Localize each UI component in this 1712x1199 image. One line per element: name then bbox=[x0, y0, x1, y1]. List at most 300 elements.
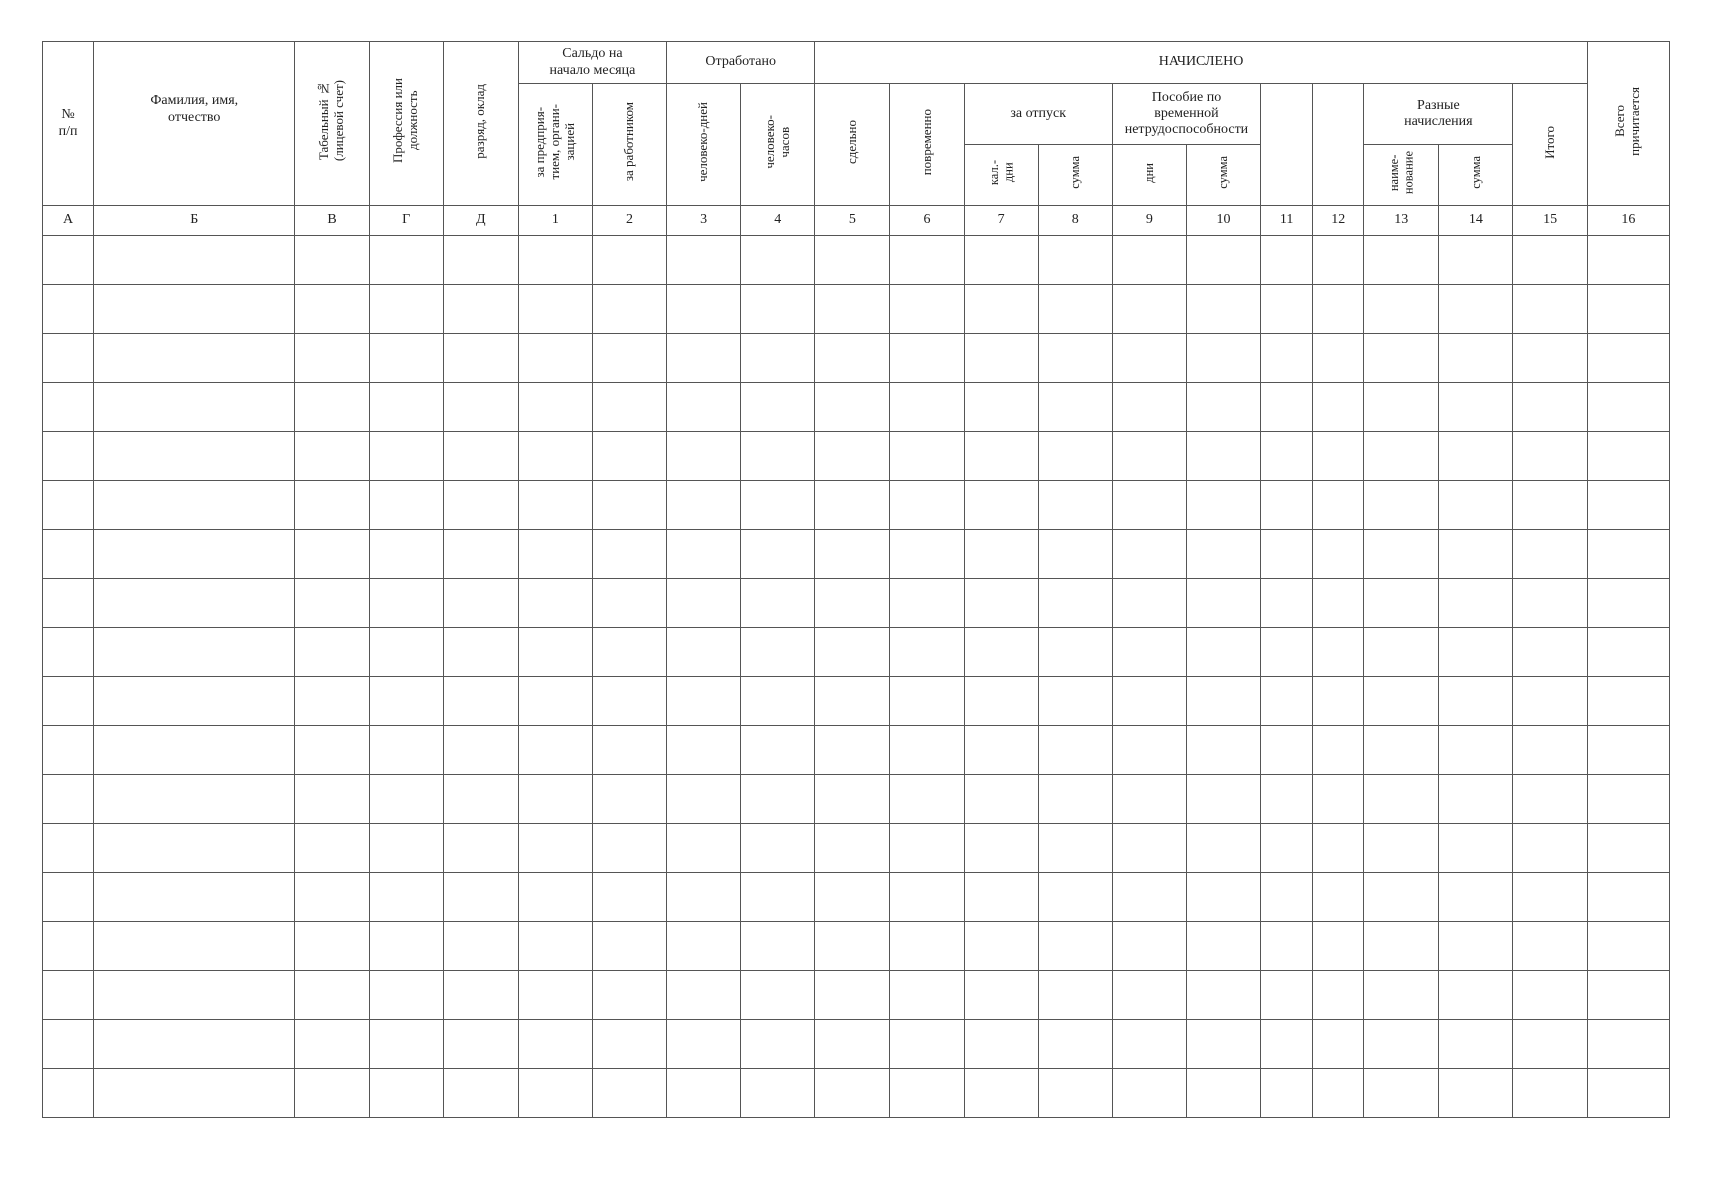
table-cell[interactable] bbox=[94, 432, 295, 481]
table-cell[interactable] bbox=[43, 775, 94, 824]
table-cell[interactable] bbox=[1261, 873, 1313, 922]
table-cell[interactable] bbox=[369, 1069, 443, 1118]
table-cell[interactable] bbox=[964, 383, 1038, 432]
table-cell[interactable] bbox=[1112, 383, 1186, 432]
table-cell[interactable] bbox=[964, 285, 1038, 334]
table-cell[interactable] bbox=[1364, 579, 1439, 628]
table-cell[interactable] bbox=[443, 530, 518, 579]
table-cell[interactable] bbox=[741, 383, 815, 432]
table-cell[interactable] bbox=[1261, 971, 1313, 1020]
table-cell[interactable] bbox=[1513, 432, 1587, 481]
table-cell[interactable] bbox=[890, 334, 964, 383]
table-cell[interactable] bbox=[1112, 971, 1186, 1020]
table-cell[interactable] bbox=[1261, 628, 1313, 677]
table-cell[interactable] bbox=[815, 285, 890, 334]
table-cell[interactable] bbox=[1313, 481, 1364, 530]
table-cell[interactable] bbox=[369, 726, 443, 775]
table-cell[interactable] bbox=[667, 971, 741, 1020]
table-cell[interactable] bbox=[94, 1020, 295, 1069]
table-cell[interactable] bbox=[815, 922, 890, 971]
table-cell[interactable] bbox=[964, 1069, 1038, 1118]
table-cell[interactable] bbox=[94, 530, 295, 579]
table-cell[interactable] bbox=[1112, 481, 1186, 530]
table-cell[interactable] bbox=[369, 236, 443, 285]
table-cell[interactable] bbox=[295, 628, 369, 677]
table-cell[interactable] bbox=[369, 971, 443, 1020]
table-cell[interactable] bbox=[1513, 1020, 1587, 1069]
table-cell[interactable] bbox=[295, 922, 369, 971]
table-cell[interactable] bbox=[1038, 1020, 1112, 1069]
table-cell[interactable] bbox=[1038, 922, 1112, 971]
table-cell[interactable] bbox=[1313, 1020, 1364, 1069]
table-cell[interactable] bbox=[890, 726, 964, 775]
table-cell[interactable] bbox=[1364, 1069, 1439, 1118]
table-cell[interactable] bbox=[443, 334, 518, 383]
table-cell[interactable] bbox=[1587, 432, 1669, 481]
table-cell[interactable] bbox=[741, 726, 815, 775]
table-cell[interactable] bbox=[518, 873, 592, 922]
table-cell[interactable] bbox=[964, 922, 1038, 971]
table-cell[interactable] bbox=[1513, 677, 1587, 726]
table-cell[interactable] bbox=[741, 922, 815, 971]
table-cell[interactable] bbox=[667, 726, 741, 775]
table-cell[interactable] bbox=[1038, 481, 1112, 530]
table-cell[interactable] bbox=[741, 285, 815, 334]
table-cell[interactable] bbox=[443, 1069, 518, 1118]
table-cell[interactable] bbox=[43, 1020, 94, 1069]
table-cell[interactable] bbox=[1513, 971, 1587, 1020]
table-cell[interactable] bbox=[1364, 726, 1439, 775]
table-cell[interactable] bbox=[1364, 1020, 1439, 1069]
table-cell[interactable] bbox=[890, 873, 964, 922]
table-cell[interactable] bbox=[369, 677, 443, 726]
table-cell[interactable] bbox=[667, 775, 741, 824]
table-cell[interactable] bbox=[1439, 922, 1513, 971]
table-cell[interactable] bbox=[295, 824, 369, 873]
table-cell[interactable] bbox=[815, 1069, 890, 1118]
table-cell[interactable] bbox=[94, 285, 295, 334]
table-cell[interactable] bbox=[1112, 873, 1186, 922]
table-cell[interactable] bbox=[1439, 383, 1513, 432]
table-cell[interactable] bbox=[1112, 775, 1186, 824]
table-cell[interactable] bbox=[1112, 824, 1186, 873]
table-cell[interactable] bbox=[369, 628, 443, 677]
table-cell[interactable] bbox=[518, 824, 592, 873]
table-cell[interactable] bbox=[94, 628, 295, 677]
table-cell[interactable] bbox=[1587, 285, 1669, 334]
table-cell[interactable] bbox=[295, 334, 369, 383]
table-cell[interactable] bbox=[295, 579, 369, 628]
table-cell[interactable] bbox=[443, 922, 518, 971]
table-cell[interactable] bbox=[295, 1020, 369, 1069]
table-cell[interactable] bbox=[1364, 334, 1439, 383]
table-cell[interactable] bbox=[964, 481, 1038, 530]
table-cell[interactable] bbox=[43, 677, 94, 726]
table-cell[interactable] bbox=[592, 775, 666, 824]
table-cell[interactable] bbox=[667, 628, 741, 677]
table-cell[interactable] bbox=[964, 726, 1038, 775]
table-cell[interactable] bbox=[592, 1020, 666, 1069]
table-cell[interactable] bbox=[1439, 677, 1513, 726]
table-cell[interactable] bbox=[1587, 334, 1669, 383]
table-cell[interactable] bbox=[592, 432, 666, 481]
table-cell[interactable] bbox=[1038, 628, 1112, 677]
table-cell[interactable] bbox=[667, 677, 741, 726]
table-cell[interactable] bbox=[667, 236, 741, 285]
table-cell[interactable] bbox=[518, 1020, 592, 1069]
table-cell[interactable] bbox=[1439, 1069, 1513, 1118]
table-cell[interactable] bbox=[964, 873, 1038, 922]
table-cell[interactable] bbox=[815, 824, 890, 873]
table-cell[interactable] bbox=[1186, 873, 1260, 922]
table-cell[interactable] bbox=[815, 873, 890, 922]
table-cell[interactable] bbox=[741, 628, 815, 677]
table-cell[interactable] bbox=[1313, 579, 1364, 628]
table-cell[interactable] bbox=[667, 383, 741, 432]
table-cell[interactable] bbox=[1587, 383, 1669, 432]
table-cell[interactable] bbox=[443, 628, 518, 677]
table-cell[interactable] bbox=[1313, 775, 1364, 824]
table-cell[interactable] bbox=[295, 775, 369, 824]
table-cell[interactable] bbox=[815, 628, 890, 677]
table-cell[interactable] bbox=[1313, 922, 1364, 971]
table-cell[interactable] bbox=[1439, 726, 1513, 775]
table-cell[interactable] bbox=[518, 285, 592, 334]
table-cell[interactable] bbox=[443, 1020, 518, 1069]
table-cell[interactable] bbox=[1364, 922, 1439, 971]
table-cell[interactable] bbox=[1112, 726, 1186, 775]
table-cell[interactable] bbox=[1186, 922, 1260, 971]
table-cell[interactable] bbox=[1513, 530, 1587, 579]
table-cell[interactable] bbox=[890, 481, 964, 530]
table-cell[interactable] bbox=[890, 1069, 964, 1118]
table-cell[interactable] bbox=[1261, 824, 1313, 873]
table-cell[interactable] bbox=[43, 824, 94, 873]
table-cell[interactable] bbox=[1587, 824, 1669, 873]
table-cell[interactable] bbox=[1587, 628, 1669, 677]
table-cell[interactable] bbox=[518, 334, 592, 383]
table-cell[interactable] bbox=[1439, 824, 1513, 873]
table-cell[interactable] bbox=[1313, 824, 1364, 873]
table-cell[interactable] bbox=[741, 1069, 815, 1118]
table-cell[interactable] bbox=[1038, 726, 1112, 775]
table-cell[interactable] bbox=[369, 285, 443, 334]
table-cell[interactable] bbox=[518, 1069, 592, 1118]
table-cell[interactable] bbox=[815, 726, 890, 775]
table-cell[interactable] bbox=[1186, 481, 1260, 530]
table-cell[interactable] bbox=[1112, 334, 1186, 383]
table-cell[interactable] bbox=[1364, 628, 1439, 677]
table-cell[interactable] bbox=[1587, 530, 1669, 579]
table-cell[interactable] bbox=[1513, 775, 1587, 824]
table-cell[interactable] bbox=[1313, 677, 1364, 726]
table-cell[interactable] bbox=[1439, 481, 1513, 530]
table-cell[interactable] bbox=[1112, 628, 1186, 677]
table-cell[interactable] bbox=[1261, 383, 1313, 432]
table-cell[interactable] bbox=[1587, 677, 1669, 726]
table-cell[interactable] bbox=[667, 1020, 741, 1069]
table-cell[interactable] bbox=[1439, 236, 1513, 285]
table-cell[interactable] bbox=[592, 677, 666, 726]
table-cell[interactable] bbox=[43, 579, 94, 628]
table-cell[interactable] bbox=[1587, 1069, 1669, 1118]
table-cell[interactable] bbox=[1261, 334, 1313, 383]
table-cell[interactable] bbox=[43, 432, 94, 481]
table-cell[interactable] bbox=[592, 334, 666, 383]
table-cell[interactable] bbox=[43, 285, 94, 334]
table-cell[interactable] bbox=[592, 824, 666, 873]
table-cell[interactable] bbox=[443, 726, 518, 775]
table-cell[interactable] bbox=[1587, 971, 1669, 1020]
table-cell[interactable] bbox=[1364, 481, 1439, 530]
table-cell[interactable] bbox=[94, 236, 295, 285]
table-cell[interactable] bbox=[1513, 236, 1587, 285]
table-cell[interactable] bbox=[518, 922, 592, 971]
table-cell[interactable] bbox=[518, 432, 592, 481]
table-cell[interactable] bbox=[592, 579, 666, 628]
table-cell[interactable] bbox=[1439, 432, 1513, 481]
table-cell[interactable] bbox=[94, 971, 295, 1020]
table-cell[interactable] bbox=[1439, 285, 1513, 334]
table-cell[interactable] bbox=[667, 432, 741, 481]
table-cell[interactable] bbox=[369, 775, 443, 824]
table-cell[interactable] bbox=[1038, 775, 1112, 824]
table-cell[interactable] bbox=[815, 971, 890, 1020]
table-cell[interactable] bbox=[1038, 824, 1112, 873]
table-cell[interactable] bbox=[1513, 1069, 1587, 1118]
table-cell[interactable] bbox=[1112, 1069, 1186, 1118]
table-cell[interactable] bbox=[518, 971, 592, 1020]
table-cell[interactable] bbox=[1261, 432, 1313, 481]
table-cell[interactable] bbox=[1038, 383, 1112, 432]
table-cell[interactable] bbox=[94, 775, 295, 824]
table-cell[interactable] bbox=[1364, 383, 1439, 432]
table-cell[interactable] bbox=[43, 334, 94, 383]
table-cell[interactable] bbox=[1186, 1069, 1260, 1118]
table-cell[interactable] bbox=[1261, 775, 1313, 824]
table-cell[interactable] bbox=[592, 726, 666, 775]
table-cell[interactable] bbox=[295, 971, 369, 1020]
table-cell[interactable] bbox=[369, 334, 443, 383]
table-cell[interactable] bbox=[964, 824, 1038, 873]
table-cell[interactable] bbox=[815, 383, 890, 432]
table-cell[interactable] bbox=[1261, 236, 1313, 285]
table-cell[interactable] bbox=[667, 873, 741, 922]
table-cell[interactable] bbox=[667, 481, 741, 530]
table-cell[interactable] bbox=[1513, 873, 1587, 922]
table-cell[interactable] bbox=[43, 236, 94, 285]
table-cell[interactable] bbox=[1261, 726, 1313, 775]
table-cell[interactable] bbox=[964, 530, 1038, 579]
table-cell[interactable] bbox=[592, 922, 666, 971]
table-cell[interactable] bbox=[295, 677, 369, 726]
table-cell[interactable] bbox=[890, 530, 964, 579]
table-cell[interactable] bbox=[518, 677, 592, 726]
table-cell[interactable] bbox=[518, 579, 592, 628]
table-cell[interactable] bbox=[1513, 579, 1587, 628]
table-cell[interactable] bbox=[815, 775, 890, 824]
table-cell[interactable] bbox=[1313, 1069, 1364, 1118]
table-cell[interactable] bbox=[443, 383, 518, 432]
table-cell[interactable] bbox=[667, 285, 741, 334]
table-cell[interactable] bbox=[1439, 530, 1513, 579]
table-cell[interactable] bbox=[1261, 579, 1313, 628]
table-cell[interactable] bbox=[43, 873, 94, 922]
table-cell[interactable] bbox=[94, 726, 295, 775]
table-cell[interactable] bbox=[964, 677, 1038, 726]
table-cell[interactable] bbox=[1313, 334, 1364, 383]
table-cell[interactable] bbox=[295, 1069, 369, 1118]
table-cell[interactable] bbox=[1186, 628, 1260, 677]
table-cell[interactable] bbox=[1186, 677, 1260, 726]
table-cell[interactable] bbox=[741, 530, 815, 579]
table-cell[interactable] bbox=[1186, 236, 1260, 285]
table-cell[interactable] bbox=[741, 1020, 815, 1069]
table-cell[interactable] bbox=[741, 775, 815, 824]
table-cell[interactable] bbox=[815, 236, 890, 285]
table-cell[interactable] bbox=[1186, 726, 1260, 775]
table-cell[interactable] bbox=[43, 383, 94, 432]
table-cell[interactable] bbox=[43, 922, 94, 971]
table-cell[interactable] bbox=[890, 775, 964, 824]
table-cell[interactable] bbox=[1513, 922, 1587, 971]
table-cell[interactable] bbox=[890, 1020, 964, 1069]
table-cell[interactable] bbox=[94, 481, 295, 530]
table-cell[interactable] bbox=[1364, 873, 1439, 922]
table-cell[interactable] bbox=[94, 1069, 295, 1118]
table-cell[interactable] bbox=[1313, 628, 1364, 677]
table-cell[interactable] bbox=[43, 726, 94, 775]
table-cell[interactable] bbox=[890, 432, 964, 481]
table-cell[interactable] bbox=[1313, 726, 1364, 775]
table-cell[interactable] bbox=[443, 824, 518, 873]
table-cell[interactable] bbox=[964, 236, 1038, 285]
table-cell[interactable] bbox=[1038, 236, 1112, 285]
table-cell[interactable] bbox=[369, 481, 443, 530]
table-cell[interactable] bbox=[815, 579, 890, 628]
table-cell[interactable] bbox=[295, 873, 369, 922]
table-cell[interactable] bbox=[369, 530, 443, 579]
table-cell[interactable] bbox=[369, 873, 443, 922]
table-cell[interactable] bbox=[890, 628, 964, 677]
table-cell[interactable] bbox=[43, 481, 94, 530]
table-cell[interactable] bbox=[741, 334, 815, 383]
table-cell[interactable] bbox=[443, 971, 518, 1020]
table-cell[interactable] bbox=[1364, 432, 1439, 481]
table-cell[interactable] bbox=[592, 236, 666, 285]
table-cell[interactable] bbox=[1364, 775, 1439, 824]
table-cell[interactable] bbox=[369, 383, 443, 432]
table-cell[interactable] bbox=[1439, 334, 1513, 383]
table-cell[interactable] bbox=[295, 432, 369, 481]
table-cell[interactable] bbox=[667, 1069, 741, 1118]
table-cell[interactable] bbox=[1364, 285, 1439, 334]
table-cell[interactable] bbox=[443, 677, 518, 726]
table-cell[interactable] bbox=[1364, 824, 1439, 873]
table-cell[interactable] bbox=[964, 432, 1038, 481]
table-cell[interactable] bbox=[1513, 383, 1587, 432]
table-cell[interactable] bbox=[369, 1020, 443, 1069]
table-cell[interactable] bbox=[295, 726, 369, 775]
table-cell[interactable] bbox=[1364, 677, 1439, 726]
table-cell[interactable] bbox=[1513, 726, 1587, 775]
table-cell[interactable] bbox=[518, 481, 592, 530]
table-cell[interactable] bbox=[1313, 432, 1364, 481]
table-cell[interactable] bbox=[1186, 530, 1260, 579]
table-cell[interactable] bbox=[94, 579, 295, 628]
table-cell[interactable] bbox=[518, 726, 592, 775]
table-cell[interactable] bbox=[43, 971, 94, 1020]
table-cell[interactable] bbox=[1261, 481, 1313, 530]
table-cell[interactable] bbox=[1587, 579, 1669, 628]
table-cell[interactable] bbox=[1112, 677, 1186, 726]
table-cell[interactable] bbox=[592, 530, 666, 579]
table-cell[interactable] bbox=[890, 824, 964, 873]
table-cell[interactable] bbox=[592, 285, 666, 334]
table-cell[interactable] bbox=[815, 481, 890, 530]
table-cell[interactable] bbox=[1038, 285, 1112, 334]
table-cell[interactable] bbox=[1364, 971, 1439, 1020]
table-cell[interactable] bbox=[667, 579, 741, 628]
table-cell[interactable] bbox=[964, 334, 1038, 383]
table-cell[interactable] bbox=[1038, 677, 1112, 726]
table-cell[interactable] bbox=[1513, 824, 1587, 873]
table-cell[interactable] bbox=[592, 628, 666, 677]
table-cell[interactable] bbox=[94, 677, 295, 726]
table-cell[interactable] bbox=[815, 432, 890, 481]
table-cell[interactable] bbox=[43, 530, 94, 579]
table-cell[interactable] bbox=[1439, 1020, 1513, 1069]
table-cell[interactable] bbox=[1261, 530, 1313, 579]
table-cell[interactable] bbox=[443, 285, 518, 334]
table-cell[interactable] bbox=[1587, 922, 1669, 971]
table-cell[interactable] bbox=[890, 677, 964, 726]
table-cell[interactable] bbox=[1038, 530, 1112, 579]
table-cell[interactable] bbox=[1439, 628, 1513, 677]
table-cell[interactable] bbox=[890, 971, 964, 1020]
table-cell[interactable] bbox=[1313, 873, 1364, 922]
table-cell[interactable] bbox=[295, 481, 369, 530]
table-cell[interactable] bbox=[295, 236, 369, 285]
table-cell[interactable] bbox=[667, 922, 741, 971]
table-cell[interactable] bbox=[592, 1069, 666, 1118]
table-cell[interactable] bbox=[1261, 922, 1313, 971]
table-cell[interactable] bbox=[1038, 971, 1112, 1020]
table-cell[interactable] bbox=[94, 334, 295, 383]
table-cell[interactable] bbox=[1112, 285, 1186, 334]
table-cell[interactable] bbox=[443, 579, 518, 628]
table-cell[interactable] bbox=[1587, 726, 1669, 775]
table-cell[interactable] bbox=[1313, 285, 1364, 334]
table-cell[interactable] bbox=[741, 873, 815, 922]
table-cell[interactable] bbox=[1038, 1069, 1112, 1118]
table-cell[interactable] bbox=[1261, 677, 1313, 726]
table-cell[interactable] bbox=[592, 383, 666, 432]
table-cell[interactable] bbox=[1261, 1020, 1313, 1069]
table-cell[interactable] bbox=[964, 775, 1038, 824]
table-cell[interactable] bbox=[890, 579, 964, 628]
table-cell[interactable] bbox=[94, 873, 295, 922]
table-cell[interactable] bbox=[1587, 873, 1669, 922]
table-cell[interactable] bbox=[94, 824, 295, 873]
table-cell[interactable] bbox=[369, 432, 443, 481]
table-cell[interactable] bbox=[1587, 1020, 1669, 1069]
table-cell[interactable] bbox=[518, 628, 592, 677]
table-cell[interactable] bbox=[518, 383, 592, 432]
table-cell[interactable] bbox=[667, 530, 741, 579]
table-cell[interactable] bbox=[741, 432, 815, 481]
table-cell[interactable] bbox=[1313, 530, 1364, 579]
